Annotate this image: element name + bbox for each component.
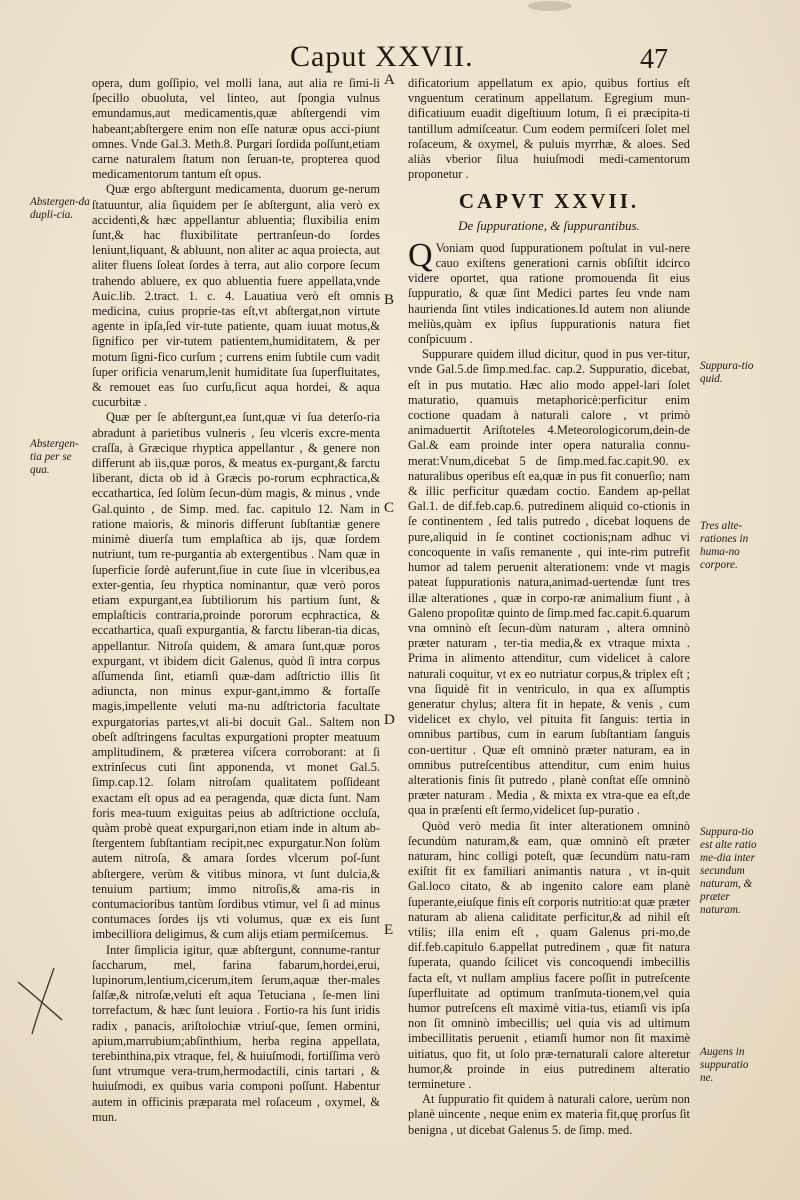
- right-paragraph: Voniam quod ſuppurationem poſtulat in vul-nere cauo exiſtens generationi carnis obſiſtit idcirco videre oportet, qua ratione promouenda ſit eius ſuppuratio, & quæ ſint Medici partes ſeu vnde nam haurienda ſint vtiles indicationes.Id autem non aliunde meliùs,quàm ex ipſius ſuppurationis natura fiet conſpicuum .: [408, 240, 690, 347]
- running-head: [0, 40, 800, 80]
- right-paragraph: Suppurare quidem illud dicitur, quod in pus ver-titur, vnde Gal.5.de ſimp.med.fac. cap.2. Suppuratio, dicebat, eſt in pus mutatio. Hæc alio modo appel-lari ſolet maturatio, quamuis metaphoricè:perficitur enim coctione quadam à naturali calore , vt primò animaduertit Ariſtoteles 4.Meteorologicorum,dein-de Gal.& eam proinde inter opera naturalia connu-merat:Vnum,dicebat 5 de ſimp.med.fac.capit.90. ex naturalibus operibus eſt ea,quæ in pus fit conuerſio; nam & illic perficitur quædam coctio. Eandem ap-pellat Gal.1. de dif.feb.cap.6. putredinem aliquid co-ctionis in ſe continentem , ſed talis putredo , dicebat loquens de pure,aliquid in ſe continet coctionis;nam adhuc vi concoquente in vaſis remanente , qui inte-rim putrefit humor ad talem peruenit alterationem: vnde vt magis pateat ſuppurationis natura,animad-uertendæ ſunt tres illæ alterationes , quæ in corpo-ræ animalium fiunt , à Galeno propoſitæ quinto de ſimp.med fac.capit.6.quarum vna omninò eſt ſecun-dùm naturam , altera omninò præter naturam , ter-tia media,& ex vtraque mixta . Prima in alimento attenditur, cum videlicet à calore naturali coquitur, vt ex eo nutriatur corpus,& triplex eſt ; vna ſiquidè fit in ventriculo, in qua ex aſſumptis generatur chylus; altera fit in hepate, & venis , cum videlicet ex chylo, vel pituita fit ſanguis: tertia in omnibus partibus, cum in earum ſubſtantiam ſanguis con-uertitur . Quæ eſt omninò præter naturam, ea in omnibus putreſcentibus attenditur, cum enim huius alterationis finis ſit putredo , planè conſtat eſſe omninò præter naturam . Media , & mixta ex vtra-que ea eſt,de qua in præſenti eſt ſermo,videlicet ſup-puratio .: [408, 347, 690, 818]
- right-paragraph: Quòd verò media ſit inter alterationem omninò ſecundùm naturam,& eam, quæ omninò eſt præter naturam, hinc colligi poteſt, quæ ſecundùm natu-ram exiſtit fit ex familiari animantis natura , vt in-quit Gal.loco citato, & ab ingenito calore eam planè ſuperante,eiuſque finis eſt corporis nutritio:at quæ præter naturam ab aliena caliditate perficitur,& ad nihil eſt vtilis; illa enim eſt , quam Galenus pri-mo,de dif.feb.capitulo 6.appellat putredinem , quæ fit natura ſuperata, quando ſcilicet vis concoquendi imbecillis facta eſt, vt nullam amplius facere poſſit in putreſcente ſuperfluitate ad optimum tranſmuta-tionem,vel quia humor putreſcens eſt maximè vitia-tus, etiamſi vis ipſa non ſit omninò imbecillis; uel quia vis ad ultimum imbecillitatis peruenit , etiamſi humor non ſit maximè uitiatus, quo fit, ut ſolo præ-ternaturali calore alteretur humor,& proinde in eius putredinem alteratio termineture .: [408, 818, 690, 1091]
- chapter-subtitle: De ſuppuratione, & ſuppurantibus.: [458, 217, 640, 233]
- margin-note-abstergentia: Abstergen-tia per se qua.: [30, 438, 79, 476]
- drop-cap: Q: [408, 236, 433, 274]
- running-title: Caput XXVII.: [290, 40, 474, 73]
- left-paragraph: Inter ſimplicia igitur, quæ abſtergunt, connume-rantur ſaccharum, mel, farina fabarum,hordei,erui, lupinorum,lentium,cicerum,item ſerum,aquæ ther-males ſalſæ,& nitroſæ,veluti eſt aqua Tetuciana , ſe-men lini torrefactum, & hæc ſunt leuiora . Fortio-ra his ſunt iridis radix , panacis, ariſtolochiæ vtriuſ-que, ſemen ormini, apium,marrubium;abſinthium, herba regina appellata, terebinthina,pix vtraque, fel, & huiuſmodi, fortiſſima verò ſunt vtrumque vera-trum,hermodactili, cinis tartari , & huiuſmodi, ex quibus varia componi poſſunt. Habentur autem in officinis præparata mel roſaceum , oxymel, & mun.: [92, 942, 380, 1124]
- margin-note-suppuratio-quid: Suppura-tio quid.: [700, 360, 754, 385]
- margin-note-tres-alterationes: Tres alte-rationes in huma-no corpore.: [700, 520, 749, 571]
- margin-note-abstergenda: Abstergen-da dupli-cia.: [30, 196, 90, 221]
- margin-note-suppuratio-media: Suppura-tio est alte ratio me-dia inter secundum naturam, & præter naturam.: [700, 826, 757, 916]
- left-paragraph: Quæ per ſe abſtergunt,ea ſunt,quæ vi ſua deterſo-ria abradunt à parietibus vulneris , ſeu vlceris excre-menta craſſa, à Græcique rhyptica appellantur , & genere non differunt ab iis,quæ poros, & meatus ex-purgant,& farctu liberant, dicta ob id à Græcis po-rorum ecphractica,& eccathartica, ſed ſolùm ſecun-dùm magis, & minus , vnde Gal.quinto , de Simp. med. fac. capitulo 12. Nam in ratione maioris, & minoris differunt ſubſtantiæ genere minimè diuerſa tum emplaſtica ab ijs, quæ ſordem nutriunt, tum re-purgantia ab extergentibus . Nam quæ in ſuperficie ſordè auferunt,ſiue in cute ſiue in vlceribus,ea exter-gentia, ſeu rhyptica nominantur, quæ verò poros etiam expurgant,ea ſubtiliorum his partium ſunt, & emplaſticis contraria,proinde pororum ecphractica, & eccathartica, quaſi expurgantia, & farctu liberan-tia dicas, appellantur. Nitroſa quidem, & amara ſunt,quæ poros expurgant, vt ibidem dicit Galenus, quòd ſi intra corpus aſſumenda ſint, etiamſi quæ-dam adſtrictio illis ſit adiuncta, non minus expur-gant,immo & fortaſſe magis,impellente veluti ma-nu adſtrictoria facultate expurgatorias partes,vt ali-bi docuit Gal.. Saltem non obeſt adſtringens facultas expurgationi propter meatuum amplitudinem, & præterea viſcera corroborant: at ſi extrinſecus cuti ſint apponenda, vt monet Gal.5. ſimp.cap.12. ſolam nitroſam qualitatem poſſideant exactam eſt opus ad ea peragenda, quæ dicta ſunt. Nam foris mea-tuum exiguitas peius ab adſtrictione occluſa, quàm probè queat expurgari,non etiam inde in altum ab-ſtergentem ſubſtantiam recipit,nec expurgatur.Non ſolùm autem nitroſa, & amara ſordes vlcerum poſ-ſunt abſtergere, verùm & vitibus minora, vt ſunt dulcia,& tenuium partium; immo nitroſis,& ama-ris in contumacioribus tantùm ſordibus vtimur, vel ſi ad minus contumaces ſordes ijs vti volumus, quæ ex eis ſunt imbecilliora deligimus, & cum alijs etiam permiſcemus.: [92, 410, 380, 942]
- left-paragraph: opera, dum goſſipio, vel molli lana, aut alia re ſimi-li ſpecillo obuoluta, vel linteo, aut ſpongia vulnus emundamus,aut medicamentis,quæ abſtergendi vim habeant;abſtergere enim non eſſe naturæ opus acci-piunt omnes. Vnde Gal.3. Meth.8. Purgari ſordida poſſunt,etiam carne naturalem ſtatum non ſeruan-te, propterea quod medicamentorum tantum eſt opus.: [92, 76, 380, 182]
- section-letter-a: A: [384, 72, 395, 88]
- margin-note-augens: Augens in suppuratio ne.: [700, 1046, 749, 1084]
- right-intro-paragraph: dificatorium appellatum ex apio, quibus fortius eſt vnguentum ceratinum appellatum. Egregium mun-dificatiuum euadit digeſtiuum lotum, ſi ei præcipita-ti tantillum admiſceatur. Cum eodem permiſceri ſolet mel roſaceum, & oxymel, & puluis myrrhæ, & aloes. Sed aliàs vberior ſilua huiuſmodi medi-camentorum proponetur .: [408, 76, 690, 182]
- page-number: 47: [640, 44, 668, 75]
- right-paragraph: At ſuppuratio fit quidem à naturali calore, uerùm non planè uincente , neque enim ex materia fit,quę prorſus ſit benigna , ut dicebat Galenus 5. de ſimp. med.: [408, 1092, 690, 1137]
- left-column: [92, 76, 380, 1125]
- section-letter-e: E: [384, 922, 394, 938]
- section-letter-d: D: [384, 712, 395, 728]
- section-letter-c: C: [384, 500, 395, 516]
- section-letter-b: B: [384, 292, 395, 308]
- left-paragraph: Quæ ergo abſtergunt medicamenta, duorum ge-nerum ſtatuuntur, alia ſiquidem per ſe abſtergunt, alia verò ex accidenti,& hæc appellantur abluentia; fluxibilia enim ſunt,& hac fluxibilitate pertranſeun-do ſordes leniunt,liquant, & abluunt, non aliter ac aqua proiecta, aut aliter fluens ſoleat ſordes à terra, aut alio corpore ſecum trahendo abluere, ex quo abluentia fuere appellata,vnde Auic.lib. 2.tract. 1. c. 4. Lauatiua verò eſt omnis medicina, cuius propriе-tas eſt,vt abſtergat,non virtute agente in ipſa,ſed vir-tute patiente, quam iuuat motus,& ſignifico per vir-tutem patientem,humiditatem, & per motum ſigni-fico curſum ; currens enim ſubtile cum vadit ſuper orificia venarum,lenit humiditate ſua ſuperfluitates, & remouet eas ſuo curſu,ſicut aqua hordei, & aqua cucurbitæ .: [92, 182, 380, 410]
- chapter-heading: CAPVT XXVII.: [458, 189, 640, 214]
- ink-stain: [520, 0, 580, 16]
- pen-cross-mark: [10, 962, 70, 1042]
- right-column: [408, 76, 690, 1138]
